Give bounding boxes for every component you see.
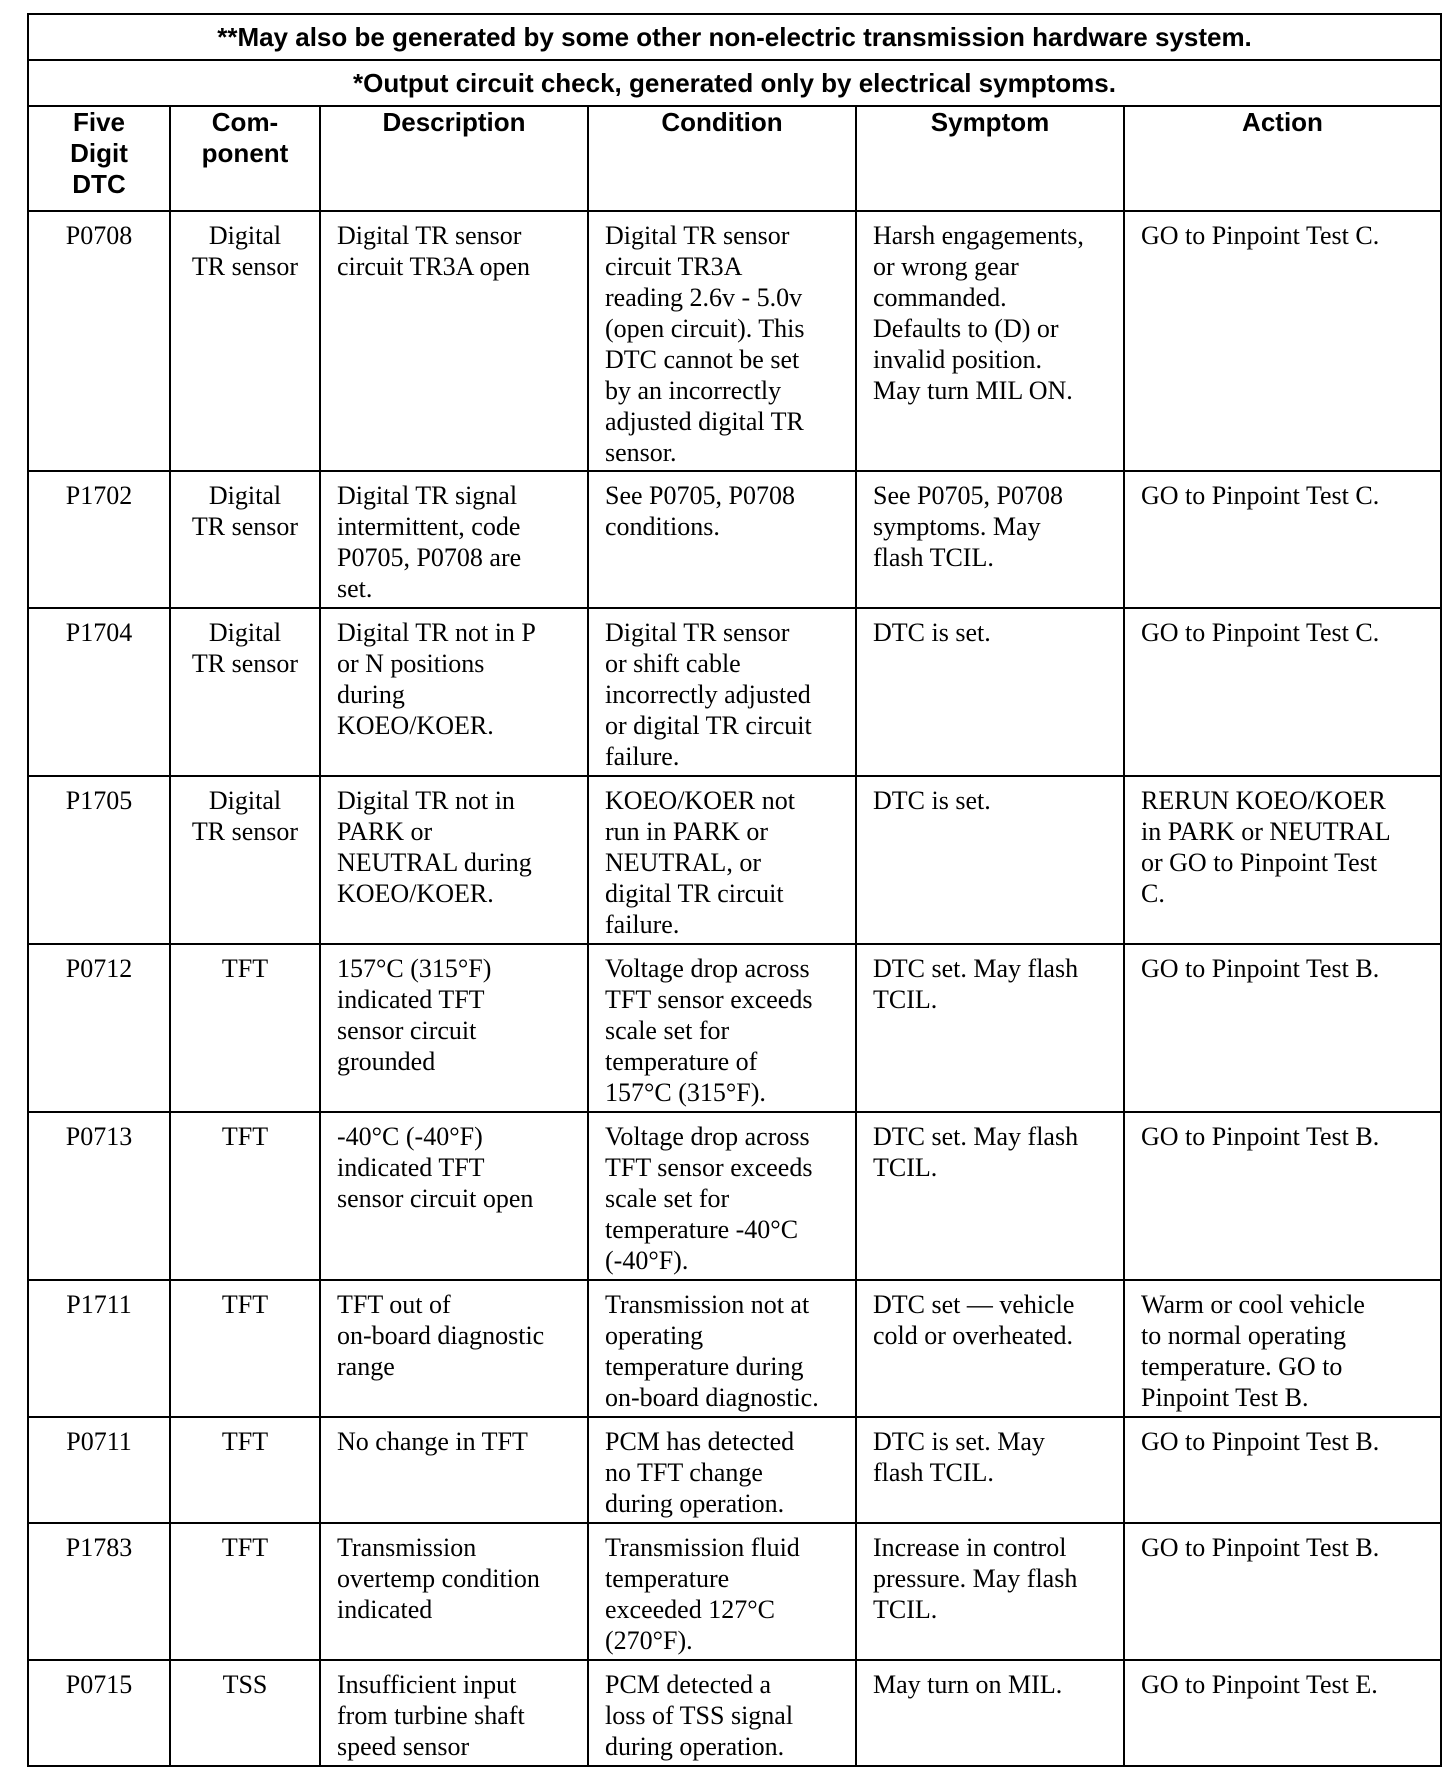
cell-component: Digital TR sensor xyxy=(170,776,320,944)
cell-symptom: DTC is set. xyxy=(856,776,1124,944)
cell-action: GO to Pinpoint Test C. xyxy=(1124,211,1441,471)
table-row xyxy=(28,471,1441,608)
cell-action: Warm or cool vehicle to normal operating temperature. GO to Pinpoint Test B. xyxy=(1124,1280,1441,1417)
table-row xyxy=(28,1112,1441,1280)
cell-symptom: DTC is set. xyxy=(856,608,1124,776)
cell-condition: Voltage drop across TFT sensor exceeds scale set for temperature -40°C (-40°F). xyxy=(588,1112,856,1280)
cell-description: Digital TR not in P or N positions during KOEO/KOER. xyxy=(320,608,588,776)
header-action-label: Action xyxy=(1242,107,1323,137)
header-description-label: Description xyxy=(382,107,526,137)
dtc-table xyxy=(27,13,1442,1767)
cell-description: No change in TFT xyxy=(320,1417,588,1523)
cell-action: GO to Pinpoint Test E. xyxy=(1124,1660,1441,1766)
cell-condition: Digital TR sensor circuit TR3A reading 2.6v - 5.0v (open circuit). This DTC cannot be set by an incorrectly adjusted digital TR sensor. xyxy=(588,211,856,471)
cell-symptom: DTC set. May flash TCIL. xyxy=(856,944,1124,1112)
cell-symptom: See P0705, P0708 symptoms. May flash TCIL. xyxy=(856,471,1124,608)
cell-action: GO to Pinpoint Test C. xyxy=(1124,471,1441,608)
cell-dtc: P1783 xyxy=(28,1523,170,1660)
cell-dtc: P0708 xyxy=(28,211,170,471)
cell-description: Transmission overtemp condition indicated xyxy=(320,1523,588,1660)
cell-dtc: P1705 xyxy=(28,776,170,944)
cell-component: TFT xyxy=(170,1417,320,1523)
table-row xyxy=(28,1417,1441,1523)
cell-component: Digital TR sensor xyxy=(170,211,320,471)
cell-action: GO to Pinpoint Test C. xyxy=(1124,608,1441,776)
table-row xyxy=(28,944,1441,1112)
cell-symptom: Harsh engagements, or wrong gear commanded. Defaults to (D) or invalid position. May turn MIL ON. xyxy=(856,211,1124,471)
cell-symptom: DTC is set. May flash TCIL. xyxy=(856,1417,1124,1523)
note-non-electric: **May also be generated by some other non-electric transmission hardware system. xyxy=(28,14,1441,60)
header-action xyxy=(1124,106,1441,211)
cell-dtc: P0711 xyxy=(28,1417,170,1523)
note-row-2 xyxy=(28,60,1441,106)
cell-action: RERUN KOEO/KOER in PARK or NEUTRAL or GO to Pinpoint Test C. xyxy=(1124,776,1441,944)
table-row xyxy=(28,1660,1441,1766)
cell-component: Digital TR sensor xyxy=(170,471,320,608)
cell-description: Digital TR not in PARK or NEUTRAL during KOEO/KOER. xyxy=(320,776,588,944)
note-output-circuit: *Output circuit check, generated only by electrical symptoms. xyxy=(28,60,1441,106)
header-condition-label: Condition xyxy=(661,107,783,137)
header-dtc-label: Five Digit DTC xyxy=(70,107,128,199)
header-row xyxy=(28,106,1441,211)
cell-component: Digital TR sensor xyxy=(170,608,320,776)
cell-dtc: P1702 xyxy=(28,471,170,608)
table-row xyxy=(28,608,1441,776)
cell-component: TFT xyxy=(170,944,320,1112)
cell-symptom: Increase in control pressure. May flash TCIL. xyxy=(856,1523,1124,1660)
cell-dtc: P0713 xyxy=(28,1112,170,1280)
header-component xyxy=(170,106,320,211)
cell-condition: PCM has detected no TFT change during operation. xyxy=(588,1417,856,1523)
header-condition xyxy=(588,106,856,211)
cell-description: TFT out of on-board diagnostic range xyxy=(320,1280,588,1417)
cell-condition: PCM detected a loss of TSS signal during operation. xyxy=(588,1660,856,1766)
cell-component: TFT xyxy=(170,1523,320,1660)
header-symptom xyxy=(856,106,1124,211)
cell-description: 157°C (315°F) indicated TFT sensor circuit grounded xyxy=(320,944,588,1112)
cell-dtc: P0715 xyxy=(28,1660,170,1766)
note-row-1 xyxy=(28,14,1441,60)
cell-component: TFT xyxy=(170,1280,320,1417)
cell-condition: Transmission not at operating temperature during on-board diagnostic. xyxy=(588,1280,856,1417)
cell-condition: Digital TR sensor or shift cable incorrectly adjusted or digital TR circuit failure. xyxy=(588,608,856,776)
dtc-table-container xyxy=(27,13,1440,1767)
cell-component: TSS xyxy=(170,1660,320,1766)
header-dtc xyxy=(28,106,170,211)
cell-action: GO to Pinpoint Test B. xyxy=(1124,1417,1441,1523)
cell-description: -40°C (-40°F) indicated TFT sensor circuit open xyxy=(320,1112,588,1280)
table-row xyxy=(28,211,1441,471)
cell-condition: Transmission fluid temperature exceeded 127°C (270°F). xyxy=(588,1523,856,1660)
cell-description: Digital TR signal intermittent, code P0705, P0708 are set. xyxy=(320,471,588,608)
header-description xyxy=(320,106,588,211)
cell-condition: Voltage drop across TFT sensor exceeds scale set for temperature of 157°C (315°F). xyxy=(588,944,856,1112)
cell-condition: See P0705, P0708 conditions. xyxy=(588,471,856,608)
cell-action: GO to Pinpoint Test B. xyxy=(1124,1523,1441,1660)
cell-action: GO to Pinpoint Test B. xyxy=(1124,1112,1441,1280)
cell-action: GO to Pinpoint Test B. xyxy=(1124,944,1441,1112)
cell-dtc: P1704 xyxy=(28,608,170,776)
cell-description: Insufficient input from turbine shaft speed sensor xyxy=(320,1660,588,1766)
cell-condition: KOEO/KOER not run in PARK or NEUTRAL, or digital TR circuit failure. xyxy=(588,776,856,944)
table-row xyxy=(28,1280,1441,1417)
cell-component: TFT xyxy=(170,1112,320,1280)
table-row xyxy=(28,776,1441,944)
header-component-label: Com- ponent xyxy=(201,107,289,168)
cell-dtc: P0712 xyxy=(28,944,170,1112)
cell-symptom: May turn on MIL. xyxy=(856,1660,1124,1766)
cell-dtc: P1711 xyxy=(28,1280,170,1417)
header-symptom-label: Symptom xyxy=(930,107,1050,137)
cell-description: Digital TR sensor circuit TR3A open xyxy=(320,211,588,471)
table-row xyxy=(28,1523,1441,1660)
cell-symptom: DTC set. May flash TCIL. xyxy=(856,1112,1124,1280)
cell-symptom: DTC set — vehicle cold or overheated. xyxy=(856,1280,1124,1417)
